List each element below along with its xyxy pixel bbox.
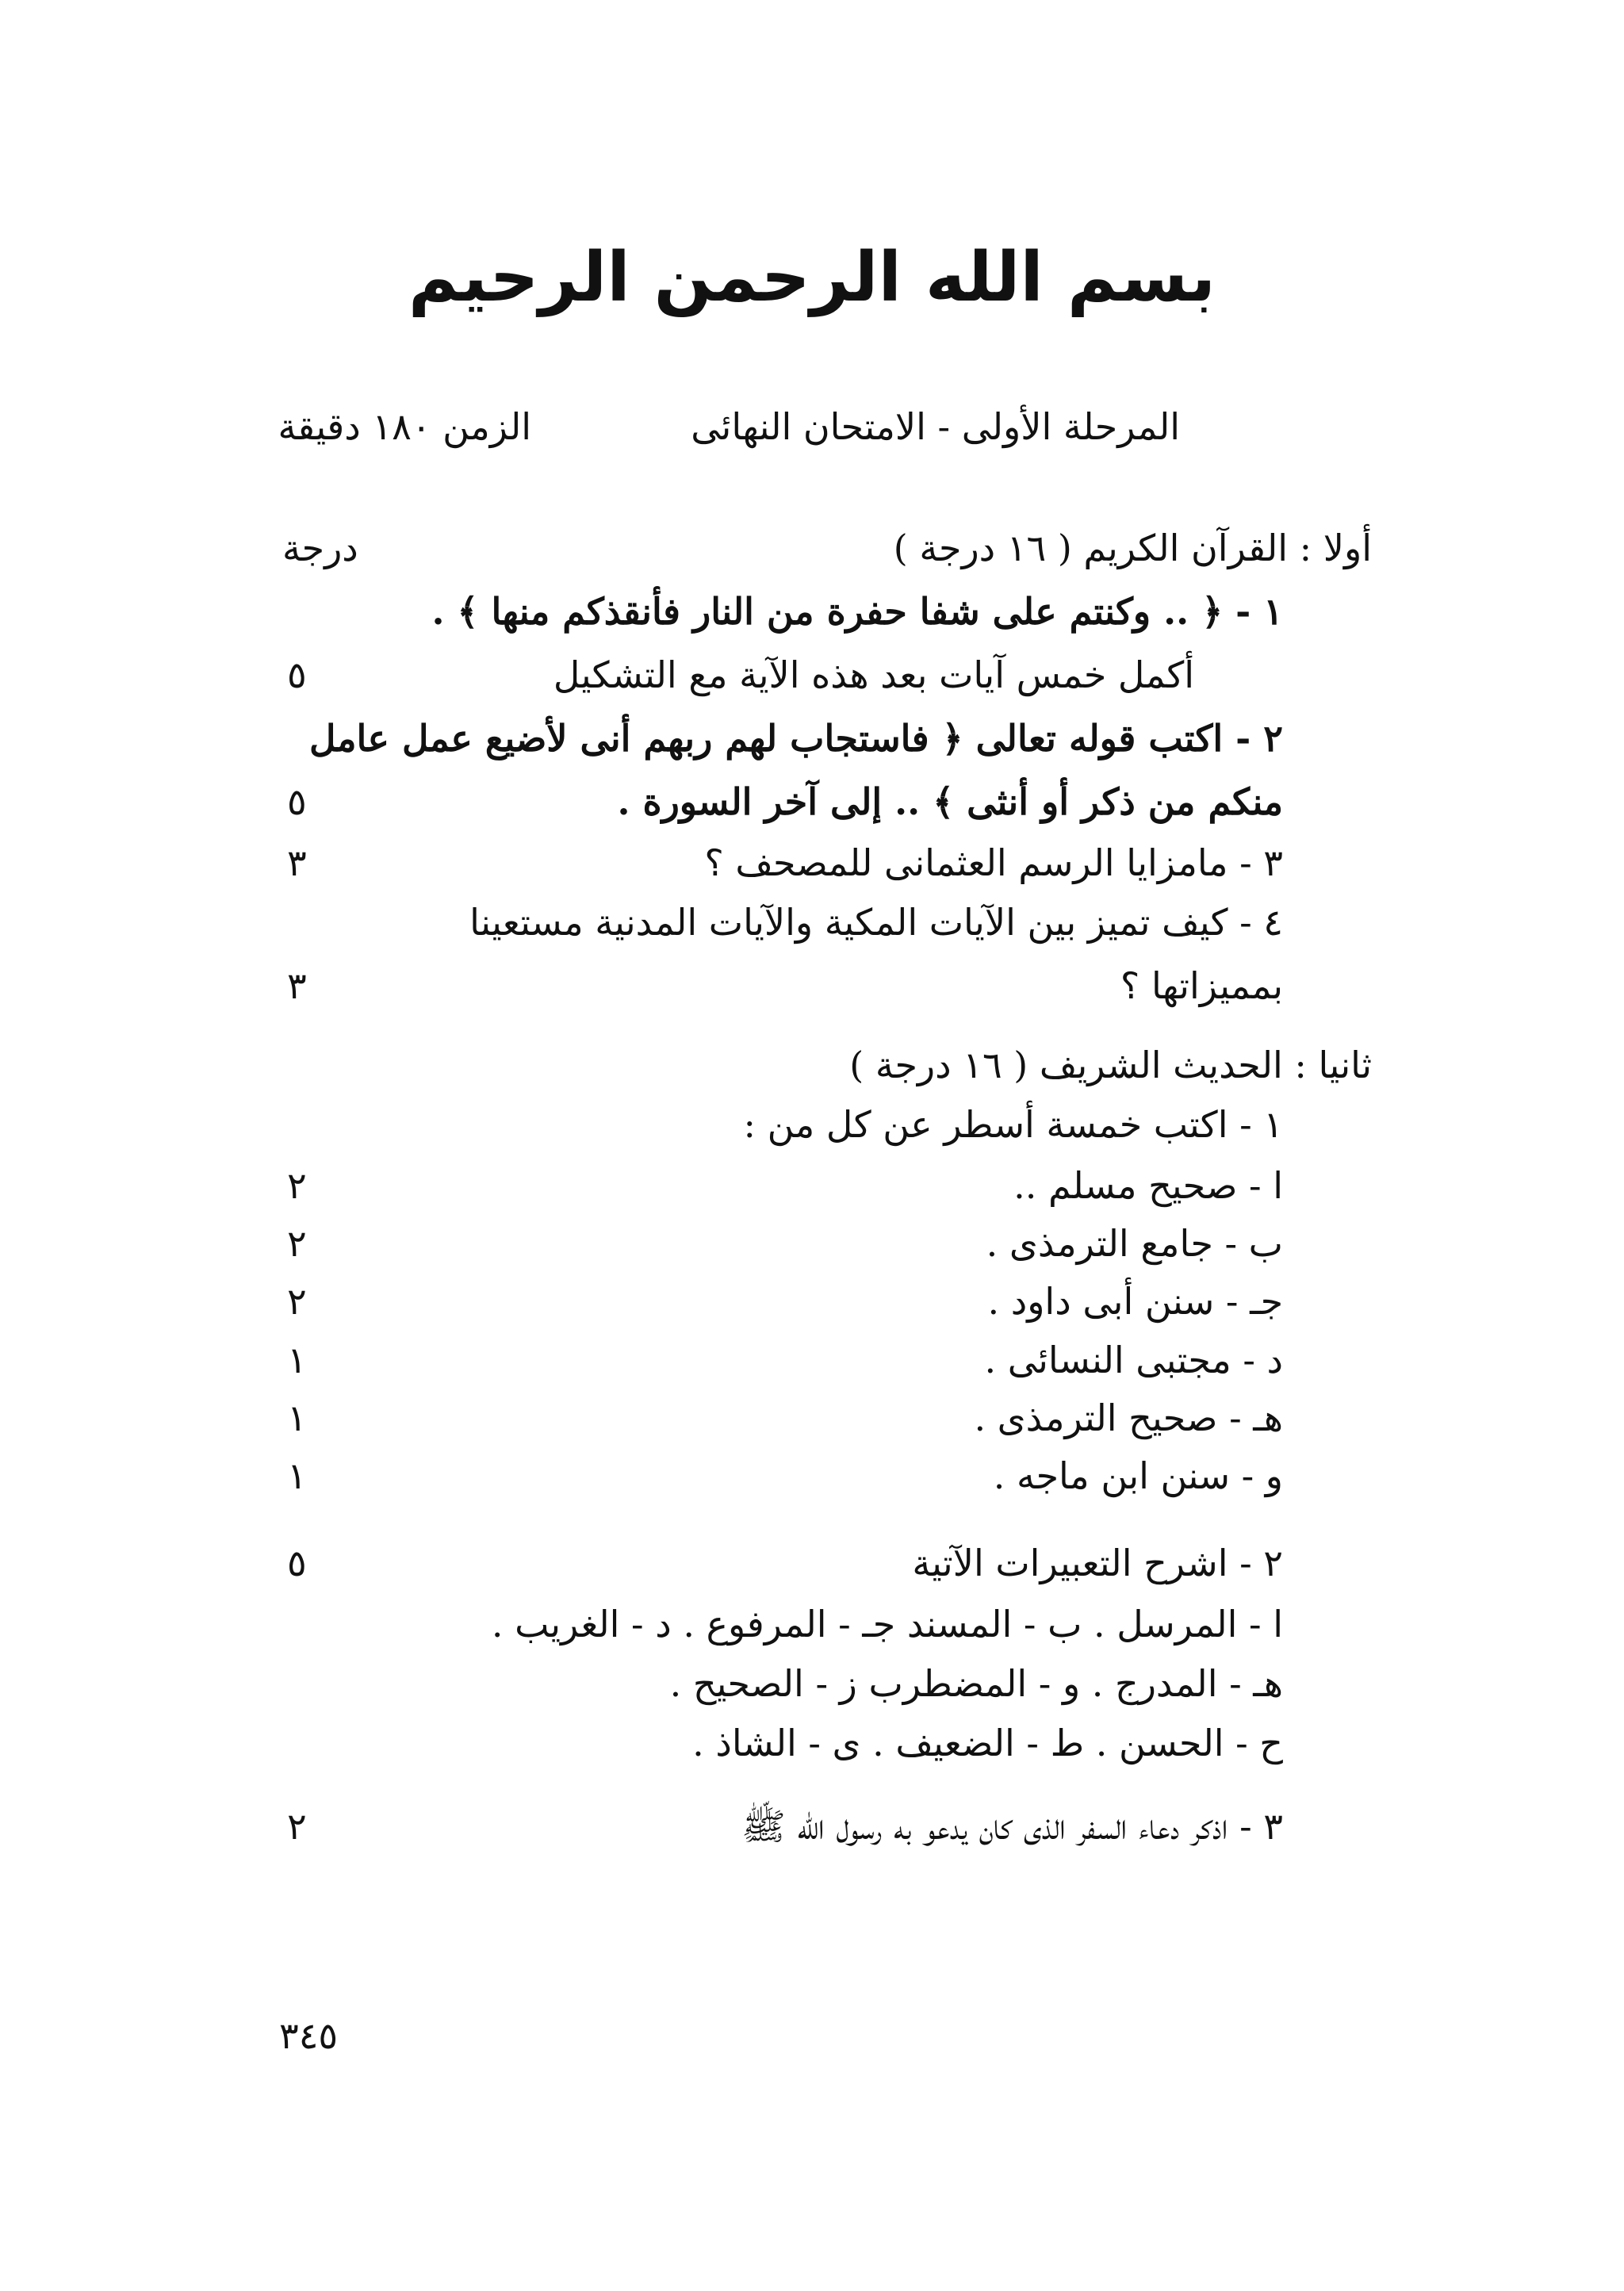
exam-stage-title: المرحلة الأولى - الامتحان النهائى — [691, 405, 1180, 448]
s2-item-c: جـ - سنن أبى داود . — [987, 1280, 1283, 1323]
terms-row-2: هـ - المدرج . و - المضطرب ز - الصحيح . — [669, 1662, 1283, 1705]
page-number: ٣٤٥ — [279, 2014, 339, 2057]
s2-q2-line: ٢ - اشرح التعبيرات الآتية — [912, 1542, 1283, 1584]
q3-line: ٣ - مامزايا الرسم العثمانى للمصحف ؟ — [704, 841, 1283, 884]
s2-item-d: د - مجتبى النسائى . — [984, 1339, 1283, 1381]
s2-item-e: هـ - صحيح الترمذى . — [974, 1396, 1283, 1439]
q2-mark: ٥ — [287, 780, 307, 823]
q2-line2: منكم من ذكر أو أنثى ﴾ .. إلى آخر السورة . — [617, 780, 1283, 823]
s2-q2-mark: ٥ — [287, 1542, 307, 1584]
s2-item-a: ا - صحيح مسلم .. — [1013, 1164, 1283, 1207]
s2-q1-line: ١ - اكتب خمسة أسطر عن كل من : — [743, 1103, 1283, 1146]
exam-duration: الزمن ١٨٠ دقيقة — [278, 405, 531, 448]
q4-line2: بمميزاتها ؟ — [1120, 964, 1283, 1007]
q3-mark: ٣ — [287, 841, 307, 884]
terms-row-1: ا - المرسل . ب - المسند جـ - المرفوع . د - الغريب . — [491, 1603, 1283, 1645]
q1-instruction: أكمل خمس آيات بعد هذه الآية مع التشكيل — [553, 653, 1194, 696]
s2-item-a-mark: ٢ — [287, 1164, 307, 1207]
basmala-heading: بسم الله الرحمن الرحيم — [408, 238, 1216, 317]
marks-column-label: درجة — [282, 527, 358, 569]
s2-item-c-mark: ٢ — [287, 1280, 307, 1323]
s2-item-f-mark: ١ — [287, 1454, 307, 1497]
q4-mark: ٣ — [287, 964, 307, 1007]
q1-mark: ٥ — [287, 653, 307, 696]
s2-q3-line: ٣ - اذكر دعاء السفر الذى كان يدعو به رسول الله ﷺ — [741, 1805, 1283, 1848]
q1-verse: ١ - ﴿ .. وكنتم على شفا حفرة من النار فأنقذكم منها ﴾ . — [431, 590, 1283, 633]
s2-item-b-mark: ٢ — [287, 1222, 307, 1265]
q4-line1: ٤ - كيف تميز بين الآيات المكية والآيات المدنية مستعينا — [469, 901, 1283, 944]
q2-line1: ٢ - اكتب قوله تعالى ﴿ فاستجاب لهم ربهم أنى لأضيع عمل عامل — [309, 717, 1283, 760]
s2-q3-mark: ٢ — [287, 1805, 307, 1848]
terms-row-3: ح - الحسن . ط - الضعيف . ى - الشاذ . — [692, 1722, 1283, 1764]
s2-item-f: و - سنن ابن ماجه . — [993, 1454, 1283, 1497]
s2-item-b: ب - جامع الترمذى . — [986, 1222, 1283, 1265]
s2-item-e-mark: ١ — [287, 1396, 307, 1439]
section1-heading: أولا : القرآن الكريم ( ١٦ درجة ) — [893, 527, 1372, 569]
s2-item-d-mark: ١ — [287, 1339, 307, 1381]
section2-heading: ثانيا : الحديث الشريف ( ١٦ درجة ) — [849, 1044, 1372, 1086]
